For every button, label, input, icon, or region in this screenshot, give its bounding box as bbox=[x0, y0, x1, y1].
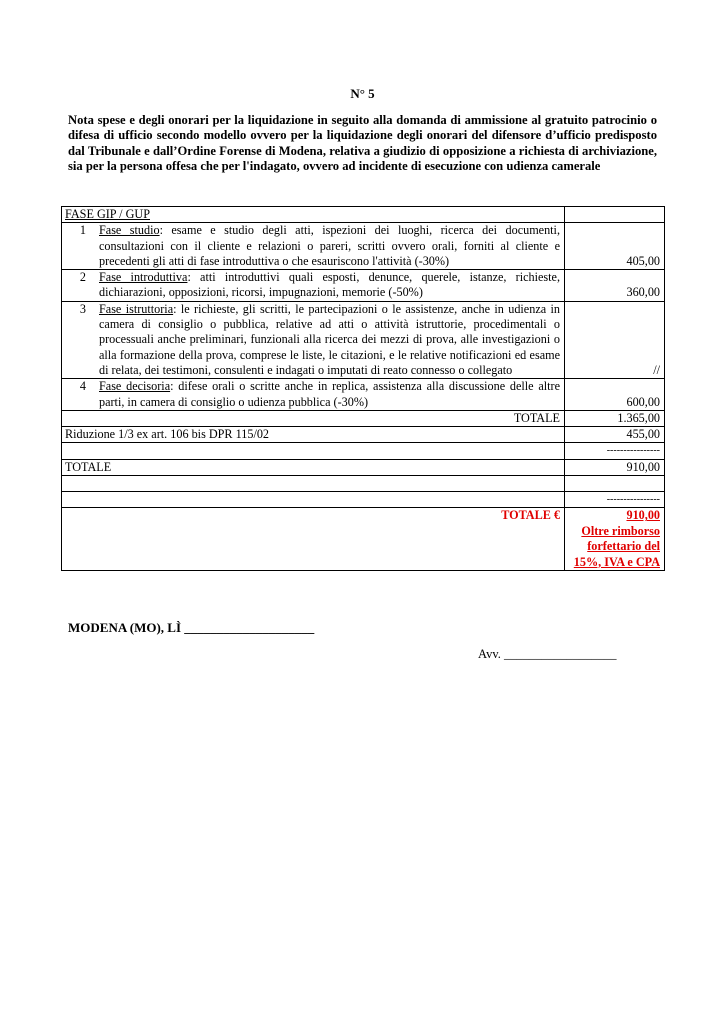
place-date-line: MODENA (MO), LÌ ____________________ bbox=[68, 620, 315, 635]
reduction-amount: 455,00 bbox=[565, 427, 665, 443]
separator-empty-cell bbox=[62, 492, 565, 508]
document-intro: Nota spese e degli onorari per la liquidazione in seguito alla domanda di ammissione al gratuito patrocinio o difesa di ufficio secondo modello ovvero per la liquidazione degli onorari del difensore d’ufficio predisposto dal Tribunale e dall’Ordine Forense di Modena, relativa a giudizio di opposizione a richiesta di archiviazione, sia per la persona offesa che per l'indagato, ovvero ad incidente di esecuzione con udienza camerale bbox=[68, 113, 657, 173]
phase-text bbox=[99, 270, 560, 301]
total-label: TOTALE bbox=[62, 459, 565, 475]
subtotal-row bbox=[62, 410, 665, 426]
final-total-amount: 910,00 bbox=[626, 508, 660, 523]
phase-description: : difese orali o scritte anche in replica, assistenza alla discussione delle altre parti, in camera di consiglio o udienza pubblica (-30%) bbox=[99, 379, 560, 409]
blank-amount-cell bbox=[565, 476, 665, 492]
final-total-note: Oltre rimborso forfettario del 15%, IVA e CPA bbox=[573, 523, 660, 569]
phase-name: Fase studio bbox=[99, 223, 160, 238]
reduction-label: Riduzione 1/3 ex art. 106 bis DPR 115/02 bbox=[62, 427, 565, 443]
phase-description: : le richieste, gli scritti, le partecipazioni o le assistenze, anche in udienza in camera di consiglio o pubblica, relative ad atti o attività istruttorie, procedimentali o processuali anche preliminari, funzionali alla ricerca dei mezzi di prova, alle investigazioni o alla formazione della prova, comprese le liste, le citazioni, e le relative notificazioni ed esame di relata, dei testimoni, consulenti e indagati o imputati di reato connesso o collegato bbox=[99, 301, 560, 377]
fees-table bbox=[61, 206, 665, 571]
phase-number: 2 bbox=[79, 270, 86, 285]
blank-row bbox=[62, 476, 665, 492]
total-amount: 910,00 bbox=[565, 459, 665, 475]
separator-empty-cell bbox=[62, 443, 565, 459]
phase-text bbox=[99, 223, 560, 269]
phase-amount: 360,00 bbox=[565, 270, 665, 302]
phase-number: 1 bbox=[79, 223, 86, 238]
subtotal-label: TOTALE bbox=[62, 410, 565, 426]
phase-number: 3 bbox=[79, 301, 86, 316]
phase-name: Fase istruttoria bbox=[99, 301, 174, 316]
phase-text bbox=[99, 302, 560, 378]
phase-number: 4 bbox=[79, 379, 86, 394]
phase-row bbox=[62, 223, 665, 270]
phase-amount: 405,00 bbox=[565, 223, 665, 270]
document-number: N° 5 bbox=[350, 86, 375, 101]
final-total-label: TOTALE € bbox=[62, 508, 565, 571]
signature-line: Avv. __________________ bbox=[478, 647, 617, 661]
phase-description: : esame e studio degli atti, ispezioni dei luoghi, ricerca dei documenti, consultazioni con il cliente e relazioni o pareri, scritti ovvero orali, forniti al cliente e precedenti gli atti di fase introduttiva o che esauriscono l'attività (-30%) bbox=[99, 223, 560, 268]
phase-name: Fase decisoria bbox=[99, 379, 171, 394]
separator-row bbox=[62, 492, 665, 508]
phase-description: : atti introduttivi quali esposti, denunce, querele, istanze, richieste, dichiarazioni, opposizioni, ricorsi, impugnazioni, memorie (-50%) bbox=[99, 270, 560, 300]
total-row bbox=[62, 459, 665, 475]
separator-dashes: ---------------- bbox=[565, 492, 665, 508]
phase-row bbox=[62, 270, 665, 302]
phase-amount: // bbox=[565, 301, 665, 378]
blank-cell bbox=[62, 476, 565, 492]
phase-name: Fase introduttiva bbox=[99, 270, 188, 285]
phase-row bbox=[62, 301, 665, 378]
phase-text bbox=[99, 379, 560, 410]
separator-dashes: ---------------- bbox=[565, 443, 665, 459]
separator-row bbox=[62, 443, 665, 459]
phase-row bbox=[62, 379, 665, 411]
subtotal-amount: 1.365,00 bbox=[565, 410, 665, 426]
final-total-cell bbox=[565, 508, 665, 571]
reduction-row bbox=[62, 427, 665, 443]
phase-amount: 600,00 bbox=[565, 379, 665, 411]
section-title: FASE GIP / GUP bbox=[62, 207, 565, 223]
section-amount-empty bbox=[565, 207, 665, 223]
final-total-row bbox=[62, 508, 665, 571]
section-header-row bbox=[62, 207, 665, 223]
